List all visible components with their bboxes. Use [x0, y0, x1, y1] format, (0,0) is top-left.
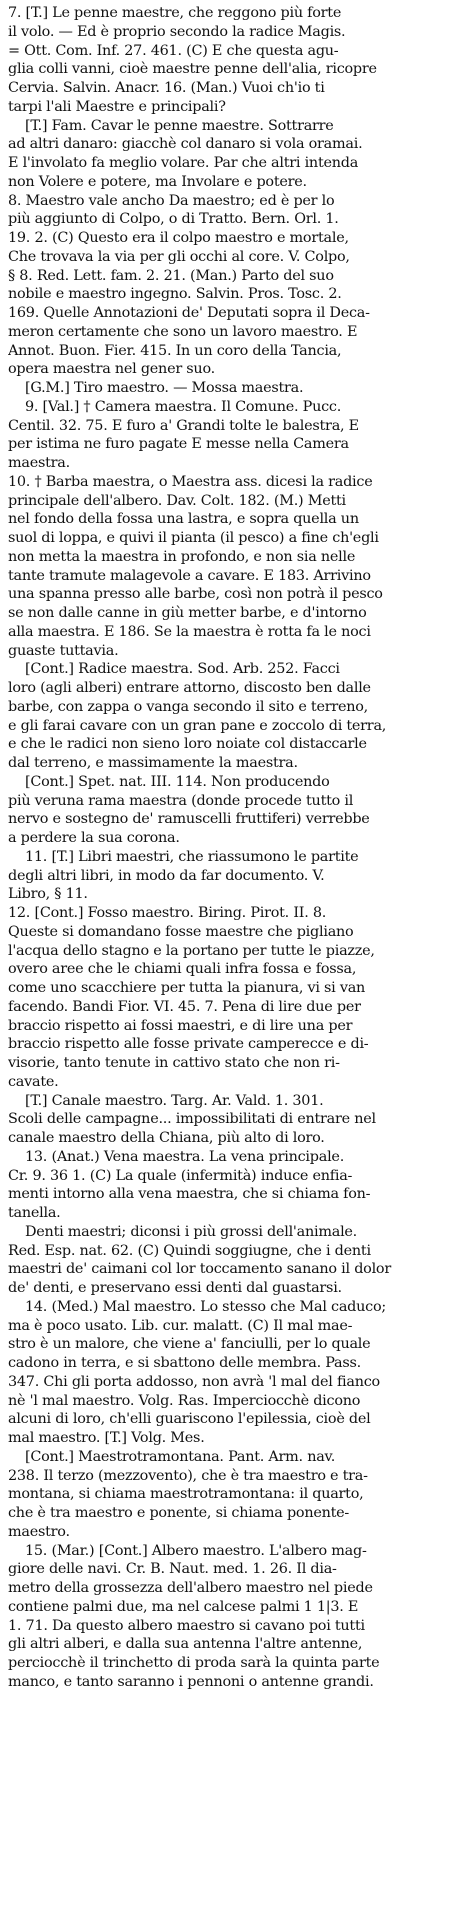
text-line: e gli farai cavare con un gran pane e zoccolo di terra, — [8, 717, 387, 734]
text-line: ma è poco usato. Lib. cur. malatt. (C) Il mal mae- — [8, 1317, 353, 1334]
text-line: alla maestra. E 186. Se la maestra è rotta fa le noci — [8, 623, 371, 640]
text-line: tante tramute malagevole a cavare. E 183. Arrivino — [8, 567, 371, 584]
text-line: nel fondo della fossa una lastra, e sopra quella un — [8, 511, 359, 528]
text-line: facendo. Bandi Fior. VI. 45. 7. Pena di lire due per — [8, 998, 361, 1015]
text-line: che è tra maestro e ponente, si chiama ponente- — [8, 1505, 350, 1521]
dictionary-entry-paragraph — [8, 904, 459, 1092]
text-line: manco, e tanto saranno i pennoni o antenne grandi. — [8, 1673, 374, 1690]
text-line: principale dell'albero. Dav. Colt. 182. (M.) Metti — [8, 492, 346, 509]
dictionary-entry-paragraph — [8, 473, 459, 661]
text-line: come uno scacchiere per tutta la pianura, vi si van — [8, 980, 366, 996]
text-line: 347. Chi gli porta addosso, non avrà 'l mal del fianco — [8, 1373, 380, 1390]
text-line: de' denti, e preservano essi denti dal guastarsi. — [8, 1280, 342, 1296]
text-line: contiene palmi due, ma nel calcese palmi 1 1|3. E — [8, 1598, 359, 1615]
text-line: giore delle navi. Cr. B. Naut. med. 1. 26. Il dia- — [8, 1561, 337, 1578]
text-line: più veruna rama maestra (donde procede tutto il — [8, 792, 354, 809]
text-line: degli altri libri, in modo da far documento. V. — [8, 867, 325, 884]
text-line: guaste tuttavia. — [8, 642, 119, 659]
text-line: visorie, tanto tenute in cattivo stato che non ri- — [8, 1055, 340, 1071]
text-line: 169. Quelle Annotazioni de' Deputati sopra il Deca- — [8, 305, 370, 321]
dictionary-entry-paragraph — [8, 1448, 459, 1542]
text-line: gli altri alberi, e dalla sua antenna l'altre antenne, — [8, 1636, 363, 1653]
text-line: non Volere e potere, ma Involare e potere. — [8, 173, 307, 190]
text-line: [Cont.] Maestrotramontana. Pant. Arm. nav. — [25, 1448, 336, 1465]
text-line: 15. (Mar.) [Cont.] Albero maestro. L'albero mag- — [25, 1542, 367, 1559]
dictionary-entry-paragraph — [8, 660, 459, 773]
text-line: a perdere la sua corona. — [8, 830, 180, 846]
text-line: per istima ne furo pagate E messe nella Camera — [8, 436, 349, 453]
text-line: alcuni di loro, ch'elli guariscono l'epilessia, cioè del — [8, 1411, 371, 1428]
text-line: Libro, § 11. — [8, 886, 88, 903]
text-line: maestri de' caimani col lor toccamento sanano il dolor — [8, 1261, 391, 1278]
text-line: menti intorno alla vena maestra, che si chiama fon- — [8, 1186, 371, 1203]
text-line: 11. [T.] Libri maestri, che riassumono le partite — [25, 848, 359, 865]
text-line: Red. Esp. nat. 62. (C) Quindi soggiugne, che i denti — [8, 1242, 371, 1259]
text-line: glia colli vanni, cioè maestre penne dell'alia, ricopre — [8, 61, 377, 78]
dictionary-entry-paragraph — [8, 398, 459, 473]
text-line: l'acqua dello stagno e la portano per tutte le piazze, — [8, 942, 375, 959]
text-line: barbe, con zappa o vanga secondo il sito e terreno, — [8, 698, 368, 715]
text-line: canale maestro della Chiana, più alto di loro. — [8, 1130, 325, 1146]
text-line: suol di loppa, e quivi il pianta (il pesco) a fine ch'egli — [8, 530, 379, 546]
dictionary-entry-paragraph — [8, 1542, 459, 1692]
text-line: overo aree che le chiami quali infra fossa e fossa, — [8, 961, 357, 978]
text-line: braccio rispetto alle fosse private camperecce e di- — [8, 1036, 369, 1053]
text-line: il volo. — Ed è proprio secondo la radice Magis. — [8, 23, 346, 40]
text-line: cadono in terra, e si sbattono delle membra. Pass. — [8, 1355, 361, 1371]
text-line: nobile e maestro ingegno. Salvin. Pros. Tosc. 2. — [8, 286, 342, 303]
text-line: metro della grossezza dell'albero maestro nel piede — [8, 1580, 373, 1596]
dictionary-entry-paragraph — [8, 379, 459, 398]
text-line: tarpi l'ali Maestre e principali? — [8, 98, 226, 115]
text-line: tanella. — [8, 1205, 61, 1221]
text-line: 19. 2. (C) Questo era il colpo maestro e mortale, — [8, 230, 349, 246]
text-line: maestra. — [8, 455, 70, 471]
text-line: 238. Il terzo (mezzovento), che è tra maestro e tra- — [8, 1467, 368, 1484]
text-line: 14. (Med.) Mal maestro. Lo stesso che Mal caduco; — [25, 1298, 386, 1315]
text-line: mal maestro. [T.] Volg. Mes. — [8, 1430, 205, 1446]
text-line: [T.] Fam. Cavar le penne maestre. Sottrarre — [25, 117, 334, 134]
text-line: Centil. 32. 75. E furo a' Grandi tolte le balestra, E — [8, 417, 359, 434]
dictionary-entry-paragraph — [8, 848, 459, 904]
text-line: § 8. Red. Lett. fam. 2. 21. (Man.) Parto del suo — [8, 267, 334, 284]
text-line: [G.M.] Tiro maestro. — Mossa maestra. — [25, 380, 304, 396]
text-line: [T.] Canale maestro. Targ. Ar. Vald. 1. 301. — [25, 1092, 324, 1109]
text-line: se non dalle canne in giù metter barbe, e d'intorno — [8, 605, 367, 621]
text-line: Cr. 9. 36 1. (C) La quale (infermità) induce enfia- — [8, 1167, 353, 1184]
dictionary-entry-paragraph — [8, 4, 459, 117]
text-line: non metta la maestra in profondo, e non sia nelle — [8, 548, 356, 565]
text-line: meron certamente che sono un lavoro maestro. E — [8, 323, 358, 340]
text-line: Annot. Buon. Fier. 415. In un coro della Tancia, — [8, 342, 342, 359]
text-line: Denti maestri; diconsi i più grossi dell'animale. — [25, 1223, 358, 1240]
dictionary-entry-paragraph — [8, 1298, 459, 1448]
text-line: Queste si domandano fosse maestre che pigliano — [8, 923, 354, 940]
text-line: 7. [T.] Le penne maestre, che reggono più forte — [8, 5, 342, 21]
text-line: dal terreno, e massimamente la maestra. — [8, 755, 298, 771]
text-line: Cervia. Salvin. Anacr. 16. (Man.) Vuoi ch'io ti — [8, 80, 325, 96]
text-line: 12. [Cont.] Fosso maestro. Biring. Pirot. II. 8. — [8, 905, 327, 921]
text-line: nervo e sostegno de' ramuscelli fruttiferi) verrebbe — [8, 811, 370, 828]
text-line: E l'involato fa meglio volare. Par che altri intenda — [8, 155, 359, 171]
dictionary-entry-paragraph — [8, 1092, 459, 1148]
dictionary-entry-paragraph — [8, 773, 459, 848]
text-line: montana, si chiama maestrotramontana: il quarto, — [8, 1486, 364, 1503]
text-line: 13. (Anat.) Vena maestra. La vena principale. — [25, 1148, 345, 1165]
text-line: [Cont.] Spet. nat. III. 114. Non producendo — [25, 773, 330, 790]
text-line: e che le radici non sieno loro noiate col distaccarle — [8, 736, 367, 753]
text-line: 8. Maestro vale ancho Da maestro; ed è per lo — [8, 192, 335, 209]
text-line: loro (agli alberi) entrare attorno, discosto ben dalle — [8, 680, 371, 696]
text-line: ad altri danaro: giacchè col danaro si vola oramai. — [8, 136, 363, 153]
dictionary-entry-paragraph — [8, 192, 459, 380]
text-line: = Ott. Com. Inf. 27. 461. (C) E che questa agu- — [8, 42, 339, 59]
text-line: 9. [Val.] † Camera maestra. Il Comune. Pucc. — [25, 398, 342, 415]
text-line: 10. † Barba maestra, o Maestra ass. dicesi la radice — [8, 473, 373, 490]
dictionary-entry-paragraph — [8, 1148, 459, 1223]
text-line: [Cont.] Radice maestra. Sod. Arb. 252. Facci — [25, 661, 340, 678]
text-line: perciocchè il trinchetto di proda sarà la quinta parte — [8, 1655, 380, 1671]
text-line: maestro. — [8, 1523, 70, 1540]
dictionary-entry-paragraph — [8, 1223, 459, 1298]
text-line: stro è un malore, che viene a' fanciulli, per lo quale — [8, 1336, 371, 1353]
dictionary-entry-paragraph — [8, 117, 459, 192]
text-line: braccio rispetto ai fossi maestri, e di lire una per — [8, 1017, 353, 1034]
text-line: opera maestra nel gener suo. — [8, 361, 215, 378]
text-line: cavate. — [8, 1073, 59, 1090]
text-line: più aggiunto di Colpo, o di Tratto. Bern. Orl. 1. — [8, 211, 339, 228]
text-line: una spanna presso alle barbe, così non potrà il pesco — [8, 586, 383, 603]
text-line: nè 'l mal maestro. Volg. Ras. Imperciocchè dicono — [8, 1392, 361, 1409]
text-line: Scoli delle campagne... impossibilitati di entrare nel — [8, 1111, 376, 1128]
text-line: Che trovava la via per gli occhi al core. V. Colpo, — [8, 248, 350, 265]
text-line: 1. 71. Da questo albero maestro si cavano poi tutti — [8, 1617, 365, 1634]
